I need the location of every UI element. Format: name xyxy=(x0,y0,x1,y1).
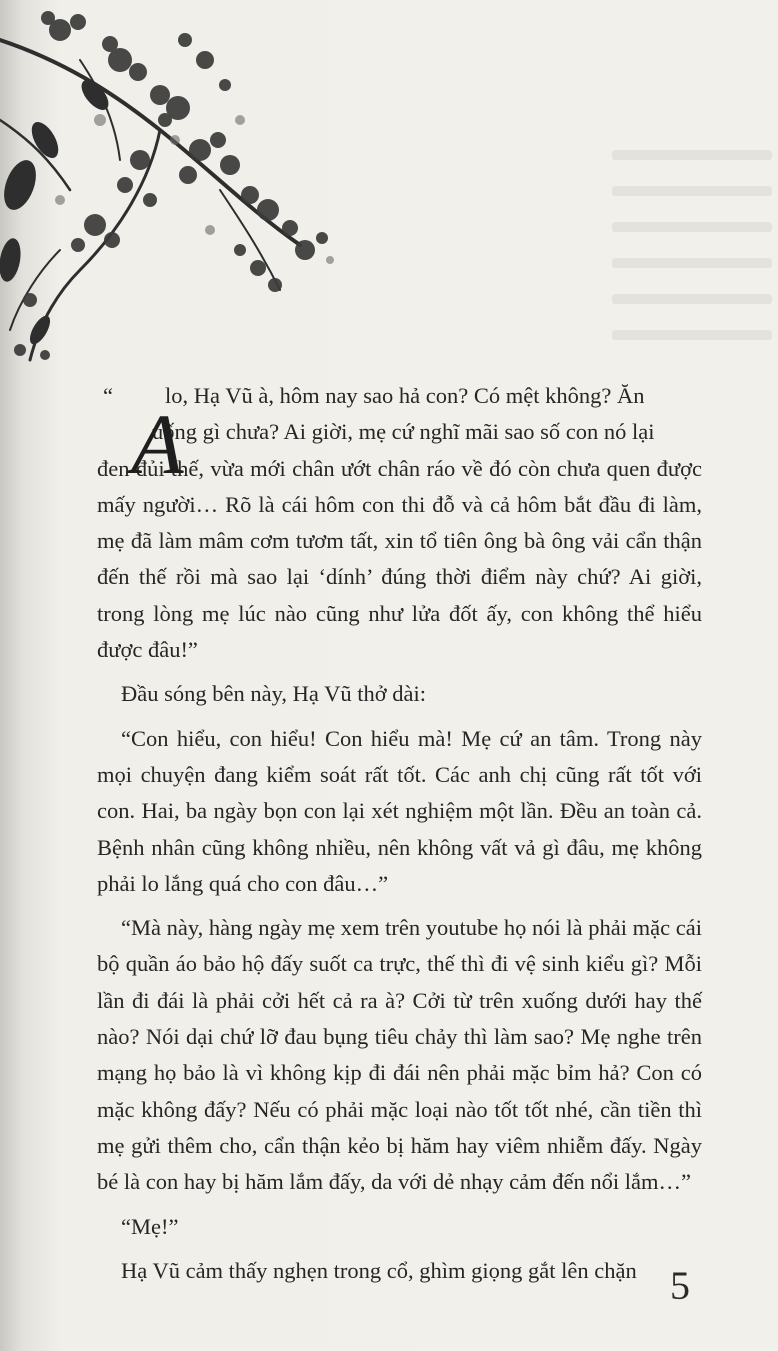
page-number: 5 xyxy=(670,1263,690,1308)
open-quote: “ xyxy=(103,383,113,408)
paragraph-2: Đầu sóng bên này, Hạ Vũ thở dài: xyxy=(121,681,426,707)
paragraph-1-rest: đen đủi thế, vừa mới chân ướt chân ráo về đó còn chưa quen được mấy người… Rõ là cái hôm con thi đỗ và cả hôm bắt đầu đi làm, mẹ đã làm mâm cơm tươm tất, xin tổ tiên ông bà ông vải cẩn thận đến thế rồi mà sao lại ‘dính’ đúng thời điểm này chứ? Ai giời, trong lòng mẹ lúc nào cũng như lửa đốt ấy, con không thể hiểu được đâu!” xyxy=(97,455,702,663)
paragraph-3: “Con hiểu, con hiểu! Con hiểu mà! Mẹ cứ an tâm. Trong này mọi chuyện đang kiểm soát rất tốt. Các anh chị cũng rất tốt với con. Hai, ba ngày bọn con lại xét nghiệm một lần. Đều an toàn cả. Bệnh nhân cũng không nhiều, nên không vất vả gì đâu, mẹ không phải lo lắng quá cho con đâu…” xyxy=(97,725,702,896)
paragraph-1-line-2: uống gì chưa? Ai giời, mẹ cứ nghĩ mãi sao số con nó lại xyxy=(152,419,655,445)
paragraph-opening xyxy=(97,378,702,668)
paragraph-5: “Mẹ!” xyxy=(121,1213,179,1239)
paragraph-4: “Mà này, hàng ngày mẹ xem trên youtube họ nói là phải mặc cái bộ quần áo bảo hộ đấy suốt ca trực, thế thì đi vệ sinh kiểu gì? Mỗi lần đi đái là phải cởi hết cả ra à? Cởi từ trên xuống dưới hay thế nào? Nói dại chứ lỡ đau bụng tiêu chảy thì làm sao? Mẹ nghe trên mạng họ bảo là vì không kịp đi đái nên phải mặc bỉm hả? Con có mặc không đấy? Nếu có phải mặc loại nào tốt tốt nhé, cần tiền thì mẹ gửi thêm cho, cẩn thận kẻo bị hăm hay viêm nhiễm đấy. Ngày bé là con hay bị hăm lắm đấy, da với dẻ nhạy cảm đến nổi lắm…” xyxy=(97,915,702,1195)
body-text xyxy=(97,378,702,1289)
flowering-branch-icon xyxy=(0,0,440,400)
drop-cap: A xyxy=(131,396,184,492)
paragraph-6: Hạ Vũ cảm thấy nghẹn trong cổ, ghìm giọng gắt lên chặn xyxy=(121,1257,637,1283)
paragraph-1-line-1: lo, Hạ Vũ à, hôm nay sao hả con? Có mệt không? Ăn xyxy=(165,383,645,408)
